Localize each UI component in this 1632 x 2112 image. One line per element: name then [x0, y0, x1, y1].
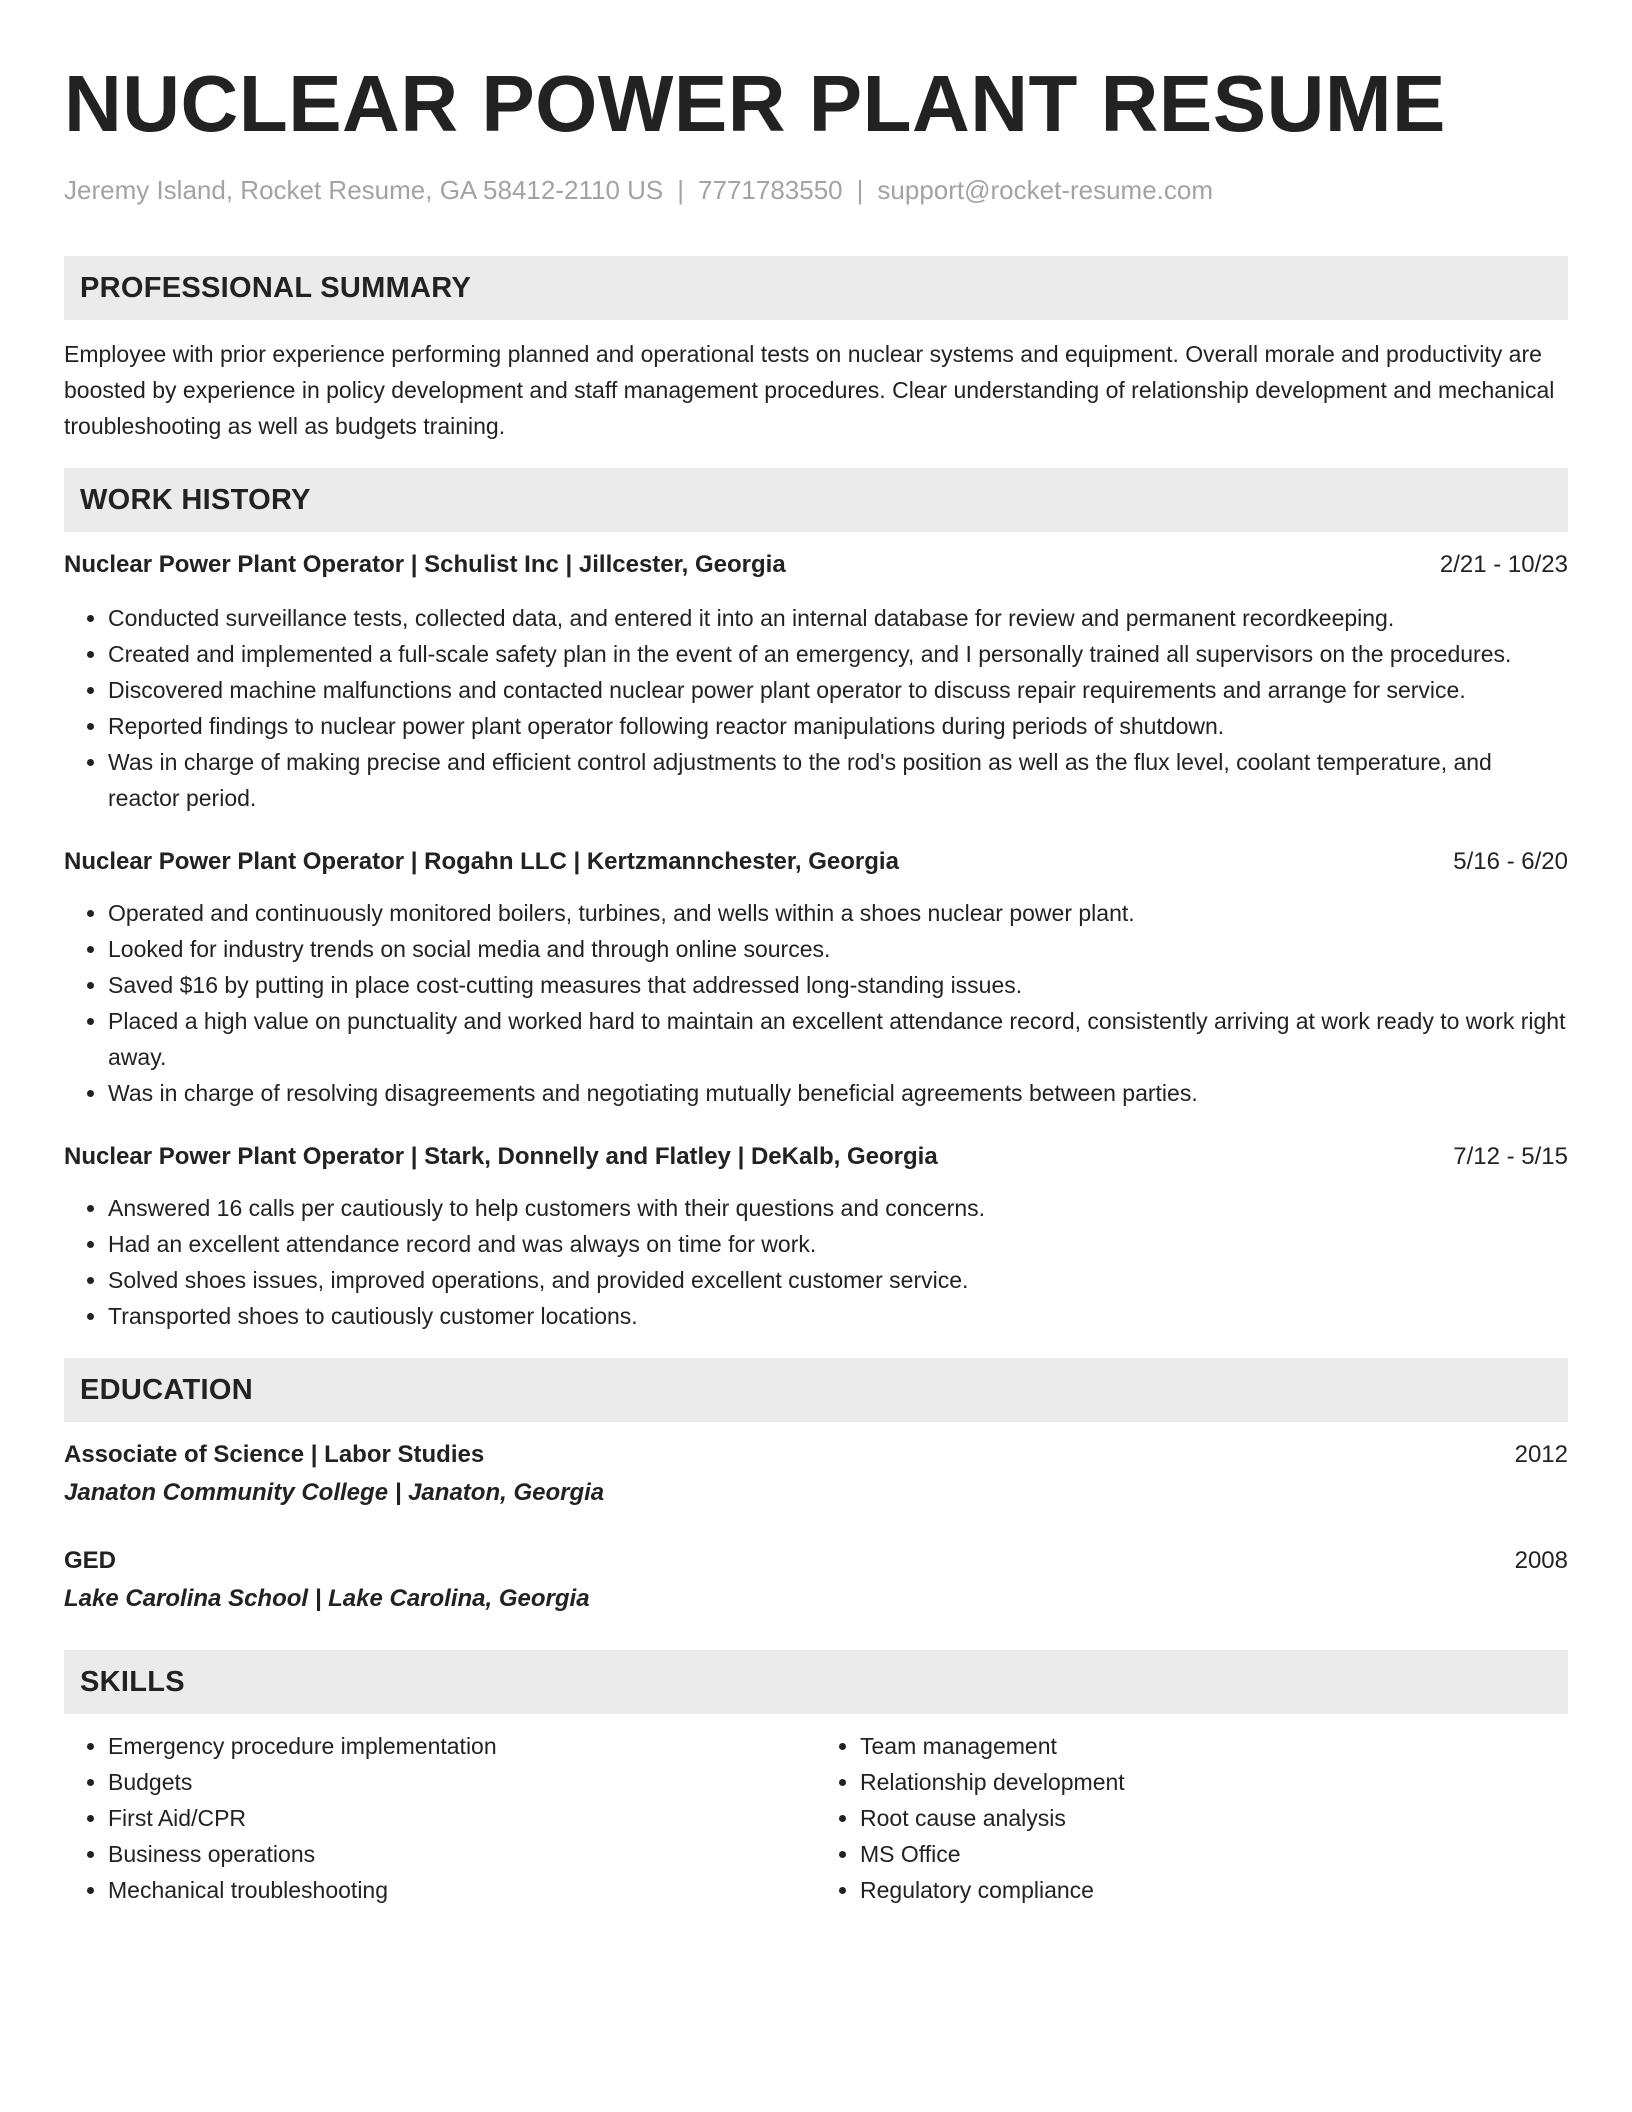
education-header	[64, 1438, 1568, 1472]
contact-phone: 7771783550	[698, 175, 843, 205]
job-bullet: • Was in charge of making precise and efficient control adjustments to the rod's position as well as the flux level, coolant temperature, and reactor period.	[108, 744, 1568, 816]
job-bullet: • Looked for industry trends on social media and through online sources.	[108, 931, 1568, 967]
job-title: Nuclear Power Plant Operator | Schulist Inc | Jillcester, Georgia	[64, 551, 786, 578]
job-entry	[64, 1140, 1568, 1334]
skills-list-left	[64, 1728, 816, 1908]
job-bullet: • Transported shoes to cautiously customer locations.	[108, 1298, 1568, 1334]
education-entry	[64, 1544, 1568, 1616]
job-entry	[64, 548, 1568, 816]
education-year: 2008	[1514, 1547, 1568, 1574]
education-school: Janaton Community College | Janaton, Georgia	[64, 1479, 605, 1506]
education-heading: EDUCATION	[64, 1358, 1568, 1422]
job-bullet: • Had an excellent attendance record and was always on time for work.	[108, 1226, 1568, 1262]
job-entry	[64, 845, 1568, 1111]
job-header	[64, 548, 1568, 582]
job-header	[64, 1140, 1568, 1174]
job-bullet: • Solved shoes issues, improved operations, and provided excellent customer service.	[108, 1262, 1568, 1298]
job-bullet: • Saved $16 by putting in place cost-cutting measures that addressed long-standing issues.	[108, 967, 1568, 1003]
skill-item: • MS Office	[860, 1836, 1568, 1872]
job-title: Nuclear Power Plant Operator | Stark, Donnelly and Flatley | DeKalb, Georgia	[64, 1143, 938, 1170]
skill-item: • Regulatory compliance	[860, 1872, 1568, 1908]
skill-item: • Business operations	[108, 1836, 816, 1872]
skill-item: • Emergency procedure implementation	[108, 1728, 816, 1764]
summary-heading: PROFESSIONAL SUMMARY	[64, 256, 1568, 320]
skill-item: • Relationship development	[860, 1764, 1568, 1800]
job-bullet: • Placed a high value on punctuality and worked hard to maintain an excellent attendance record, consistently arriving at work ready to work right away.	[108, 1003, 1568, 1075]
work-history-heading: WORK HISTORY	[64, 468, 1568, 532]
skills-columns	[64, 1728, 1568, 1908]
skill-item: • First Aid/CPR	[108, 1800, 816, 1836]
resume-title: NUCLEAR POWER PLANT RESUME	[64, 59, 1446, 148]
contact-separator: |	[856, 175, 864, 205]
job-dates: 2/21 - 10/23	[1439, 551, 1568, 578]
education-year: 2012	[1514, 1441, 1568, 1468]
skills-list-right	[816, 1728, 1568, 1908]
job-bullet: • Answered 16 calls per cautiously to help customers with their questions and concerns.	[108, 1190, 1568, 1226]
skills-heading: SKILLS	[64, 1650, 1568, 1714]
contact-address: Jeremy Island, Rocket Resume, GA 58412-2110 US	[64, 175, 664, 205]
education-degree: GED	[64, 1547, 117, 1574]
education-school: Lake Carolina School | Lake Carolina, Georgia	[64, 1585, 590, 1612]
job-bullet: • Was in charge of resolving disagreements and negotiating mutually beneficial agreements between parties.	[108, 1075, 1568, 1111]
job-bullets	[64, 1190, 1568, 1334]
job-dates: 5/16 - 6/20	[1453, 848, 1568, 875]
job-bullets	[64, 895, 1568, 1111]
contact-separator: |	[677, 175, 685, 205]
job-bullet: • Conducted surveillance tests, collected data, and entered it into an internal database for review and permanent recordkeeping.	[108, 600, 1568, 636]
skill-item: • Budgets	[108, 1764, 816, 1800]
skill-item: • Team management	[860, 1728, 1568, 1764]
job-bullet: • Operated and continuously monitored boilers, turbines, and wells within a shoes nuclear power plant.	[108, 895, 1568, 931]
job-bullet: • Created and implemented a full-scale safety plan in the event of an emergency, and I personally trained all supervisors on the procedures.	[108, 636, 1568, 672]
skill-item: • Mechanical troubleshooting	[108, 1872, 816, 1908]
education-entry	[64, 1438, 1568, 1510]
education-header	[64, 1544, 1568, 1578]
summary-text: Employee with prior experience performing planned and operational tests on nuclear systems and equipment. Overall morale and productivity are boosted by experience in policy development and staff management procedures. Clear understanding of relationship development and mechanical troubleshooting as well as budgets training.	[64, 341, 1555, 439]
contact-email: support@rocket-resume.com	[877, 175, 1214, 205]
education-degree: Associate of Science | Labor Studies	[64, 1441, 485, 1468]
job-bullet: • Discovered machine malfunctions and contacted nuclear power plant operator to discuss repair requirements and arrange for service.	[108, 672, 1568, 708]
job-title: Nuclear Power Plant Operator | Rogahn LLC | Kertzmannchester, Georgia	[64, 848, 899, 875]
job-bullets	[64, 600, 1568, 816]
contact-line	[64, 174, 1568, 206]
job-dates: 7/12 - 5/15	[1453, 1143, 1568, 1170]
job-bullet: • Reported findings to nuclear power plant operator following reactor manipulations during periods of shutdown.	[108, 708, 1568, 744]
skill-item: • Root cause analysis	[860, 1800, 1568, 1836]
job-header	[64, 845, 1568, 879]
